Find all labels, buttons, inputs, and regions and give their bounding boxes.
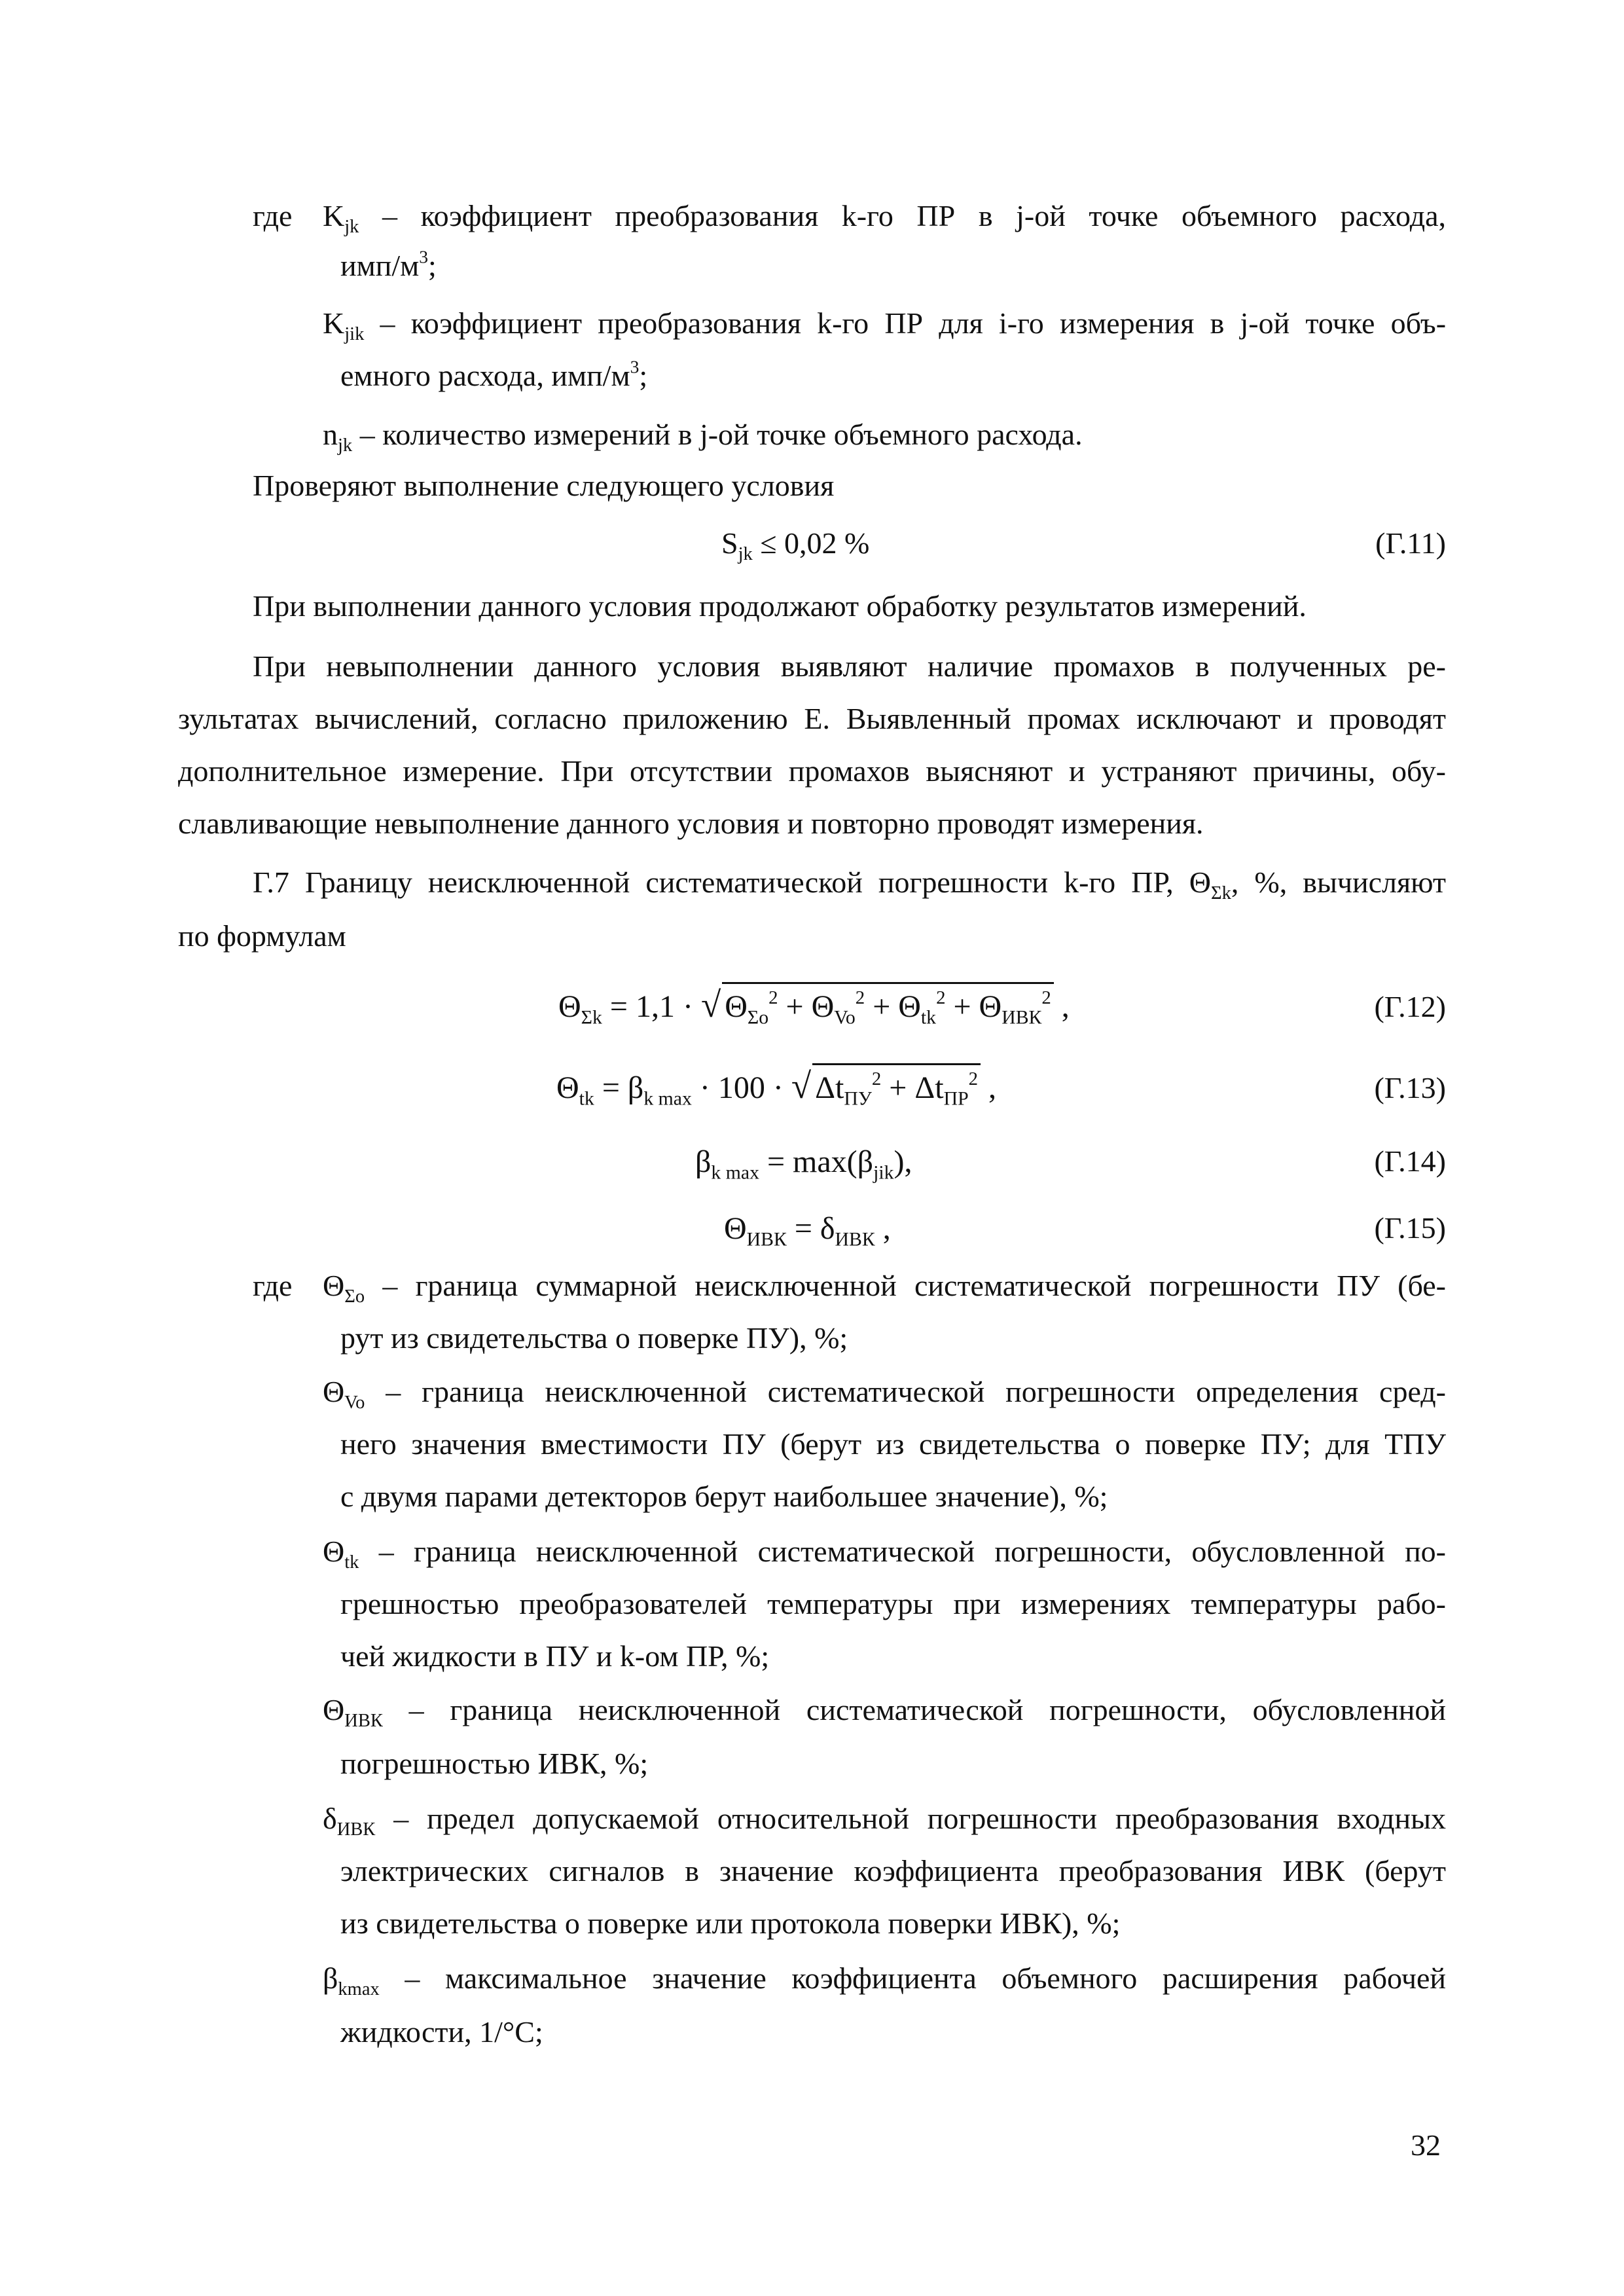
def-njk: $n_{jk}$ – количество измерений в j-ой точке объемного расхода. [323,418,1083,456]
def-delta-ivk-line1: $\delta_{ИВК}$ – предел допускаемой относительной погрешности преобразования входных [323,1802,1447,1840]
def-theta-vo-line1: $\Theta_{Vo}$ – граница неисключенной систематической погрешности определения сред- [323,1375,1446,1413]
def-theta-tk-line1: $\Theta_{tk}$ – граница неисключенной систематической погрешности, обусловленной по- [323,1535,1446,1573]
def-theta-tk-line2: грешностью преобразователей температуры при измерениях температуры рабо- [340,1587,1446,1620]
para-not-fulfilled-line1: При невыполнении данного условия выявляют наличие промахов в полученных ре- [253,649,1446,683]
equation-number-g12: (Г.12) [1374,990,1446,1023]
where-label-1: где [253,199,293,232]
check-condition-text: Проверяют выполнение следующего условия [253,469,835,502]
equation-number-g13: (Г.13) [1374,1071,1446,1104]
def-kjik-line2: емного расхода, имп/$м^3$; [340,356,648,392]
equation-g11: $S_{jk} \le 0,02$ % [721,526,870,564]
def-beta-kmax-line2: жидкости, 1/°С; [340,2015,543,2049]
def-delta-ivk-line3: из свидетельства о поверке или протокола поверки ИВК), %; [340,1906,1121,1940]
where-label-2: где [253,1269,293,1302]
equation-g15: $\Theta_{ИВК} = \delta_{ИВК}$ , [724,1211,891,1250]
equation-number-g14: (Г.14) [1374,1144,1446,1178]
equation-g12: $\Theta_{\Sigma k} = 1,1$ · √ $\Theta_{\Sigma o}^2 + \Theta_{Vo}^2 + \Theta_{tk}^2 + \Theta_{ИВК}^2$ , [558,982,1070,1030]
def-beta-kmax-line1: $\beta_{kmax}$ – максимальное значение коэффициента объемного расширения рабочей [323,1961,1446,1999]
def-theta-vo-line3: с двумя парами детекторов берут наибольшее значение), %; [340,1480,1108,1513]
def-theta-ivk-line1: $\Theta_{ИВК}$ – граница неисключенной систематической погрешности, обусловленной [323,1693,1447,1731]
section-g7-line1: Г.7 Границу неисключенной систематической погрешности k-го ПР, $\Theta_{\Sigma k}$, %, вычисляют [253,866,1446,903]
def-theta-so-line1: $\Theta_{\Sigma o}$ – граница суммарной неисключенной систематической погрешности ПУ (бе- [323,1269,1446,1307]
page-number: 32 [1411,2128,1441,2162]
equation-g13: $\Theta_{tk} = \beta_{k max} \cdot 100$ · √ $\Delta t_{ПУ}^2 + \Delta t_{ПР}^2$ , [556,1063,996,1111]
para-fulfilled: При выполнении данного условия продолжают обработку результатов измерений. [253,589,1307,623]
def-theta-so-line2: рут из свидетельства о поверке ПУ), %; [340,1321,848,1355]
def-theta-ivk-line2: погрешностью ИВК, %; [340,1747,649,1780]
def-kjk-line2: имп/$м^3$; [340,246,437,282]
para-not-fulfilled-line4: славливающие невыполнение данного условия и повторно проводят измерения. [178,807,1204,840]
def-theta-vo-line2: него значения вместимости ПУ (берут из свидетельства о поверке ПУ; для ТПУ [340,1427,1446,1461]
def-delta-ivk-line2: электрических сигналов в значение коэффициента преобразования ИВК (берут [340,1854,1446,1887]
section-g7-line2: по формулам [178,919,346,953]
def-kjk-line1: $K_{jk}$ – коэффициент преобразования k-го ПР в j-ой точке объемного расхода, [323,199,1447,237]
def-kjik-line1: $K_{jik}$ – коэффициент преобразования k-го ПР для i-го измерения в j-ой точке объ- [323,306,1447,344]
para-not-fulfilled-line2: зультатах вычислений, согласно приложению Е. Выявленный промах исключают и проводят [178,702,1446,735]
para-not-fulfilled-line3: дополнительное измерение. При отсутствии промахов выясняют и устраняют причины, обу- [178,754,1446,788]
def-theta-tk-line3: чей жидкости в ПУ и k-ом ПР, %; [340,1639,770,1673]
equation-number-g15: (Г.15) [1374,1211,1446,1245]
equation-g14: $\beta_{k max} = \max(\beta_{jik})$, [695,1144,912,1184]
equation-number-g11: (Г.11) [1375,526,1446,560]
